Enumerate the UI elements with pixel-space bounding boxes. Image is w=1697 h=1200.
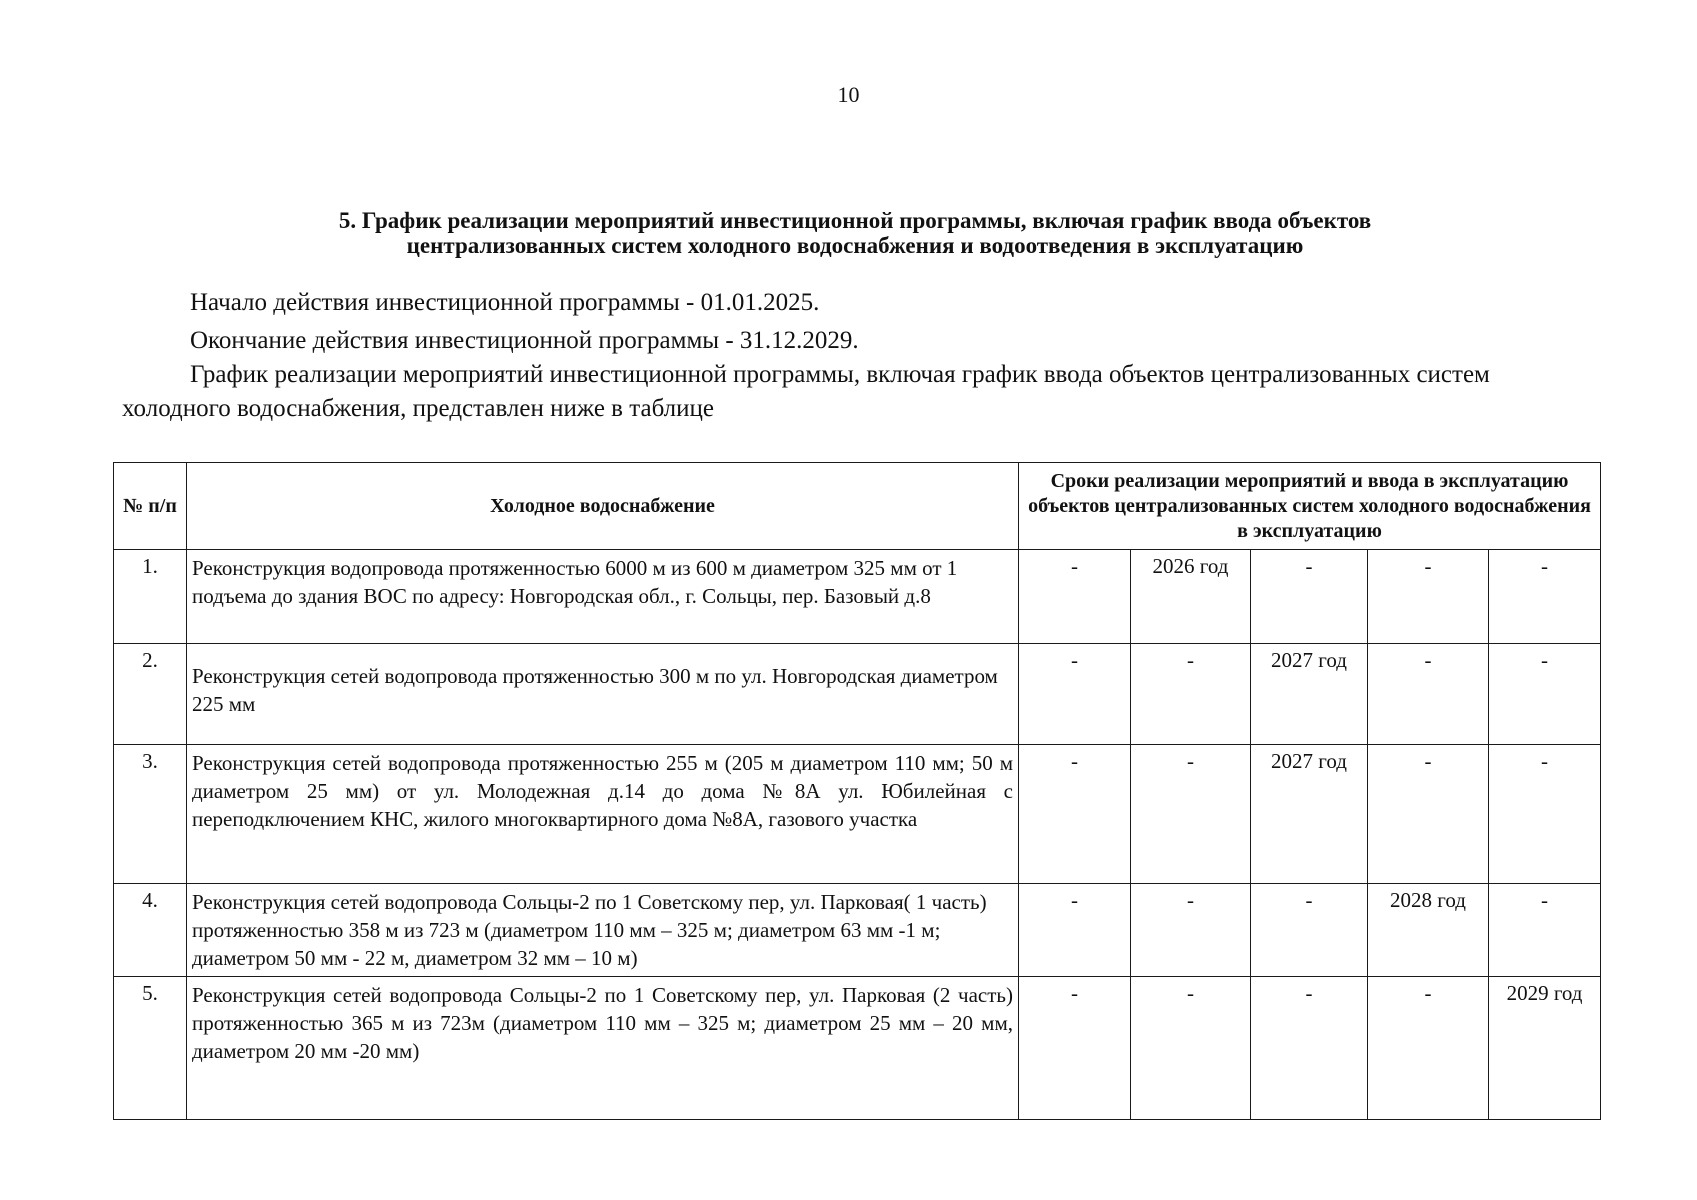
year-cell: - [1019,884,1131,977]
program-end-text: Окончание действия инвестиционной программы - 31.12.2029. [190,327,859,354]
table-row [114,745,1601,884]
row-number: 5. [114,977,187,1120]
header-activity: Холодное водоснабжение [187,463,1019,550]
year-cell: 2027 год [1251,644,1368,745]
row-number: 4. [114,884,187,977]
header-schedule: Сроки реализации мероприятий и ввода в эксплуатацию объектов централизованных систем холодного водоснабжения в эксплуатацию [1019,463,1601,550]
table-row [114,550,1601,644]
row-number: 2. [114,644,187,745]
row-description: Реконструкция водопровода протяженностью 6000 м из 600 м диаметром 325 мм от 1 подъема до здания ВОС по адресу: Новгородская обл., г. Сольцы, пер. Базовый д.8 [187,550,1019,644]
year-cell: - [1368,745,1489,884]
year-cell: - [1019,644,1131,745]
year-cell: - [1251,550,1368,644]
year-cell: - [1019,550,1131,644]
row-description: Реконструкция сетей водопровода Сольцы-2 по 1 Советскому пер, ул. Парковая( 1 часть) протяженностью 358 м из 723 м (диаметром 110 мм – 325 м; диаметром 63 мм -1 м; диаметром 50 мм - 22 м, диаметром 32 мм – 10 м) [187,884,1019,977]
year-cell: 2029 год [1489,977,1601,1120]
header-number: № п/п [114,463,187,550]
year-cell: - [1131,977,1251,1120]
year-cell: - [1489,550,1601,644]
program-start-text: Начало действия инвестиционной программы - 01.01.2025. [190,289,820,316]
year-cell: 2026 год [1131,550,1251,644]
year-cell: - [1131,884,1251,977]
table-row [114,644,1601,745]
year-cell: - [1368,550,1489,644]
year-cell: - [1019,745,1131,884]
section-title-line-1: 5. График реализации мероприятий инвестиционной программы, включая график ввода объектов [338,208,1372,233]
section-title-line-2: централизованных систем холодного водоснабжения и водоотведения в эксплуатацию [406,233,1304,258]
table-row [114,884,1601,977]
section-title [140,208,1570,258]
page-number: 10 [837,82,860,107]
year-cell: - [1131,644,1251,745]
row-description: Реконструкция сетей водопровода Сольцы-2 по 1 Советскому пер, ул. Парковая (2 часть) протяженностью 365 м из 723м (диаметром 110 мм – 325 м; диаметром 25 мм – 20 мм, диаметром 20 мм -20 мм) [187,977,1019,1120]
year-cell: - [1251,884,1368,977]
schedule-table [113,462,1601,1120]
row-description: Реконструкция сетей водопровода протяженностью 255 м (205 м диаметром 110 мм; 50 м диаметром 25 мм) от ул. Молодежная д.14 до дома №8А ул. Юбилейная с переподключением КНС, жилого многоквартирного дома №8А, газового участка [187,745,1019,884]
intro-body [122,324,1592,426]
year-cell: 2028 год [1368,884,1489,977]
year-cell: - [1019,977,1131,1120]
row-number: 3. [114,745,187,884]
row-description: Реконструкция сетей водопровода протяженностью 300 м по ул. Новгородская диаметром 225 мм [187,644,1019,745]
year-cell: - [1489,884,1601,977]
year-cell: - [1489,745,1601,884]
intro-start [122,286,1592,320]
schedule-description-text: График реализации мероприятий инвестиционной программы, включая график ввода объектов централизованных систем холодного водоснабжения, представлен ниже в таблице [122,361,1490,422]
row-number: 1. [114,550,187,644]
table-header-row [114,463,1601,550]
year-cell: - [1489,644,1601,745]
year-cell: - [1131,745,1251,884]
year-cell: 2027 год [1251,745,1368,884]
year-cell: - [1368,644,1489,745]
year-cell: - [1251,977,1368,1120]
year-cell: - [1368,977,1489,1120]
table-row [114,977,1601,1120]
